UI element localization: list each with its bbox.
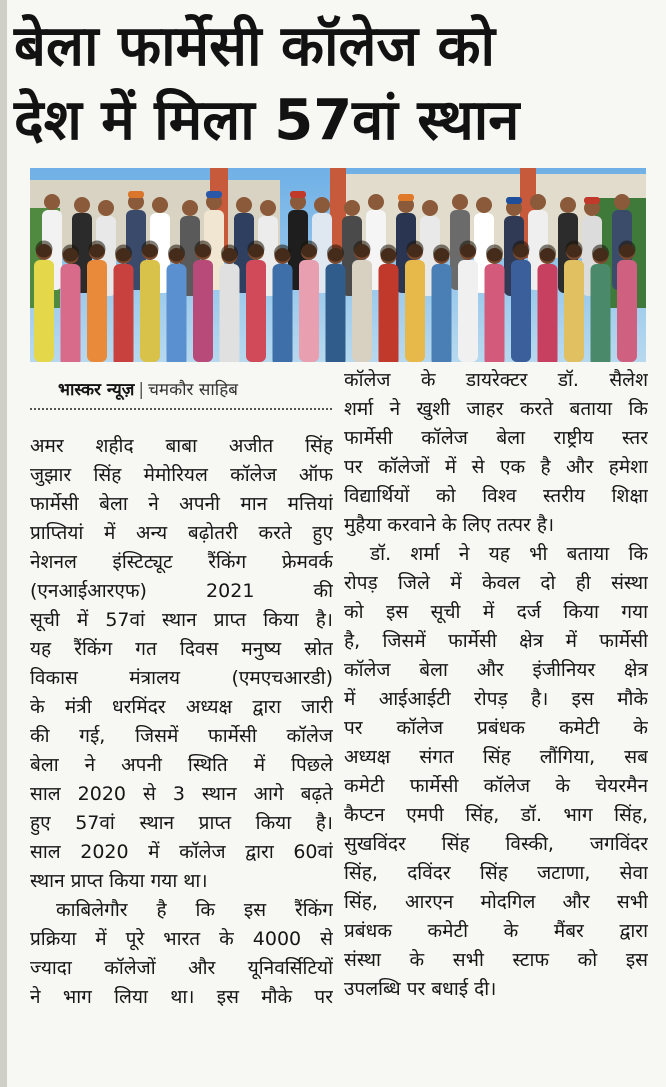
person-head	[182, 200, 198, 216]
person-head	[236, 197, 252, 213]
person-body	[485, 264, 505, 362]
article-line: जुझार सिंह मेमोरियल कॉलेज ऑफ	[30, 464, 333, 486]
headline-line-1: बेला फार्मेसी कॉलेज को	[14, 14, 496, 79]
person-head	[476, 197, 492, 213]
article-line: अध्यक्ष संगत सिंह लौंगिया, सब	[344, 746, 648, 768]
group-photo-illustration	[30, 168, 646, 362]
article-line: शर्मा ने खुशी जाहर करते बताया कि	[344, 398, 648, 420]
person-body	[87, 260, 107, 362]
article-line: सिंह, दविंदर सिंह जटाणा, सेवा	[344, 862, 648, 884]
person-body	[564, 260, 584, 362]
article-line: कैप्टन एमपी सिंह, डॉ. भाग सिंह,	[344, 804, 648, 826]
person-head	[44, 194, 60, 210]
article-line: रोपड़ जिले में केवल दो ही संस्था	[344, 572, 648, 594]
turban	[584, 197, 600, 204]
person-hair	[274, 245, 291, 262]
article-line: पर कॉलेजों में से एक है और हमेशा	[344, 456, 648, 478]
turban	[206, 191, 222, 198]
person-hair	[168, 245, 185, 262]
person-body	[246, 260, 266, 362]
article-line: फार्मेसी कॉलेज बेला राष्ट्रीय स्तर	[344, 427, 648, 449]
person-hair	[115, 245, 132, 262]
article-column-left	[30, 432, 333, 1012]
turban	[398, 194, 414, 201]
person-head	[560, 197, 576, 213]
person-body	[432, 264, 452, 362]
article-line: कॉलेज के डायरेक्टर डॉ. सैलेश	[344, 369, 648, 391]
article-line: यह रैंकिंग गत दिवस मनुष्य स्रोत	[30, 638, 333, 660]
article-line: सूची में 57वां स्थान प्राप्त किया है।	[30, 609, 333, 631]
person-body	[167, 264, 187, 362]
person-hair	[248, 241, 265, 258]
person-body	[220, 264, 240, 362]
person-hair	[407, 241, 424, 258]
article-line: हुए 57वां स्थान प्राप्त किया है।	[30, 812, 333, 834]
article-line: अमर शहीद बाबा अजीत सिंह	[30, 435, 333, 457]
person-hair	[433, 245, 450, 262]
turban	[290, 191, 306, 198]
person-body	[352, 260, 372, 362]
person-head	[344, 200, 360, 216]
article-line: उपलब्धि पर बधाई दी।	[344, 978, 497, 1000]
article-line: विद्यार्थियों को विश्व स्तरीय शिक्षा	[344, 485, 648, 507]
article-line: के मंत्री धरमिंदर अध्यक्ष द्वारा जारी	[30, 696, 333, 718]
article-line: नेशनल इंस्टिट्यूट रैंकिंग फ्रेमवर्क	[30, 551, 333, 573]
page-edge	[0, 0, 7, 1087]
byline-separator: |	[138, 380, 145, 400]
person-hair	[539, 245, 556, 262]
byline-divider	[30, 408, 332, 410]
person-body	[379, 264, 399, 362]
person-body	[273, 264, 293, 362]
headline	[14, 10, 656, 158]
person-hair	[354, 241, 371, 258]
person-head	[422, 200, 438, 216]
person-body	[538, 264, 558, 362]
article-line: में आईआईटी रोपड़ है। इस मौके	[344, 688, 648, 710]
article-line: संस्था के सभी स्टाफ को इस	[344, 949, 648, 971]
person-hair	[89, 241, 106, 258]
person-body	[511, 260, 531, 362]
article-line: साल 2020 में कॉलेज द्वारा 60वां	[30, 841, 333, 863]
article-line: डॉ. शर्मा ने यह भी बताया कि	[370, 543, 648, 565]
article-line: (एनआईआरएफ) 2021 की	[30, 580, 333, 602]
byline	[58, 375, 328, 405]
group-photo	[30, 168, 646, 362]
article-line: सिंह, आरएन मोदगिल और सभी	[344, 891, 648, 913]
article-line: प्रक्रिया में पूरे भारत के 4000 से	[30, 928, 333, 950]
article-line: ने भाग लिया था। इस मौके पर	[30, 986, 333, 1008]
person-head	[74, 197, 90, 213]
article-line: बेला ने अपनी स्थिति में पिछले	[30, 754, 333, 776]
article-line: मुहैया करवाने के लिए तत्पर है।	[344, 514, 555, 536]
person-body	[591, 264, 611, 362]
person-hair	[142, 241, 159, 258]
article-line: फार्मेसी बेला ने अपनी मान मत्तियां	[30, 493, 333, 515]
person-head	[614, 194, 630, 210]
person-head	[260, 200, 276, 216]
person-hair	[513, 241, 530, 258]
article-line: स्थान प्राप्त किया गया था।	[30, 870, 208, 892]
article-line: काबिलेगौर है कि इस रैंकिंग	[56, 899, 333, 921]
article-line: कमेटी फार्मेसी कॉलेज के चेयरमैन	[344, 775, 648, 797]
article-line: कॉलेज बेला और इंजीनियर क्षेत्र	[344, 659, 648, 681]
person-hair	[221, 245, 238, 262]
person-hair	[36, 241, 53, 258]
article-line: पर कॉलेज प्रबंधक कमेटी के	[344, 717, 648, 739]
person-hair	[486, 245, 503, 262]
person-hair	[195, 241, 212, 258]
article-line: ज्यादा कॉलेजों और यूनिवर्सिटियों	[30, 957, 333, 979]
article-line: प्राप्तियां में अन्य बढ़ोतरी करते हुए	[30, 522, 333, 544]
person-hair	[619, 241, 636, 258]
person-body	[617, 260, 637, 362]
person-head	[98, 200, 114, 216]
person-body	[61, 264, 81, 362]
person-head	[152, 197, 168, 213]
person-hair	[327, 245, 344, 262]
person-head	[530, 194, 546, 210]
person-body	[299, 260, 319, 362]
person-head	[314, 197, 330, 213]
person-body	[405, 260, 425, 362]
article-line: की गई, जिसमें फार्मेसी कॉलेज	[30, 725, 333, 747]
article-line: प्रबंधक कमेटी के मैंबर द्वारा	[344, 920, 648, 942]
person-body	[140, 260, 160, 362]
person-hair	[460, 241, 477, 258]
article-line: को इस सूची में दर्ज किया गया	[344, 601, 648, 623]
person-head	[368, 194, 384, 210]
byline-location: चमकौर साहिब	[148, 380, 238, 400]
person-body	[34, 260, 54, 362]
person-body	[326, 264, 346, 362]
article-line: है, जिसमें फार्मेसी क्षेत्र में फार्मेसी	[344, 630, 648, 652]
headline-line-2: देश में मिला 57वां स्थान	[14, 88, 520, 153]
person-body	[114, 264, 134, 362]
article-line: सुखविंदर सिंह विस्की, जगविंदर	[344, 833, 648, 855]
person-body	[193, 260, 213, 362]
person-hair	[592, 245, 609, 262]
byline-source: भास्कर न्यूज़	[58, 380, 135, 400]
person-hair	[380, 245, 397, 262]
article-line: साल 2020 से 3 स्थान आगे बढ़ते	[30, 783, 333, 805]
person-hair	[566, 241, 583, 258]
person-body	[458, 260, 478, 362]
article-line: विकास मंत्रालय (एमएचआरडी)	[30, 667, 333, 689]
person-hair	[62, 245, 79, 262]
turban	[506, 197, 522, 204]
article-column-right	[344, 366, 648, 1004]
person-head	[452, 194, 468, 210]
turban	[128, 191, 144, 198]
person-hair	[301, 241, 318, 258]
